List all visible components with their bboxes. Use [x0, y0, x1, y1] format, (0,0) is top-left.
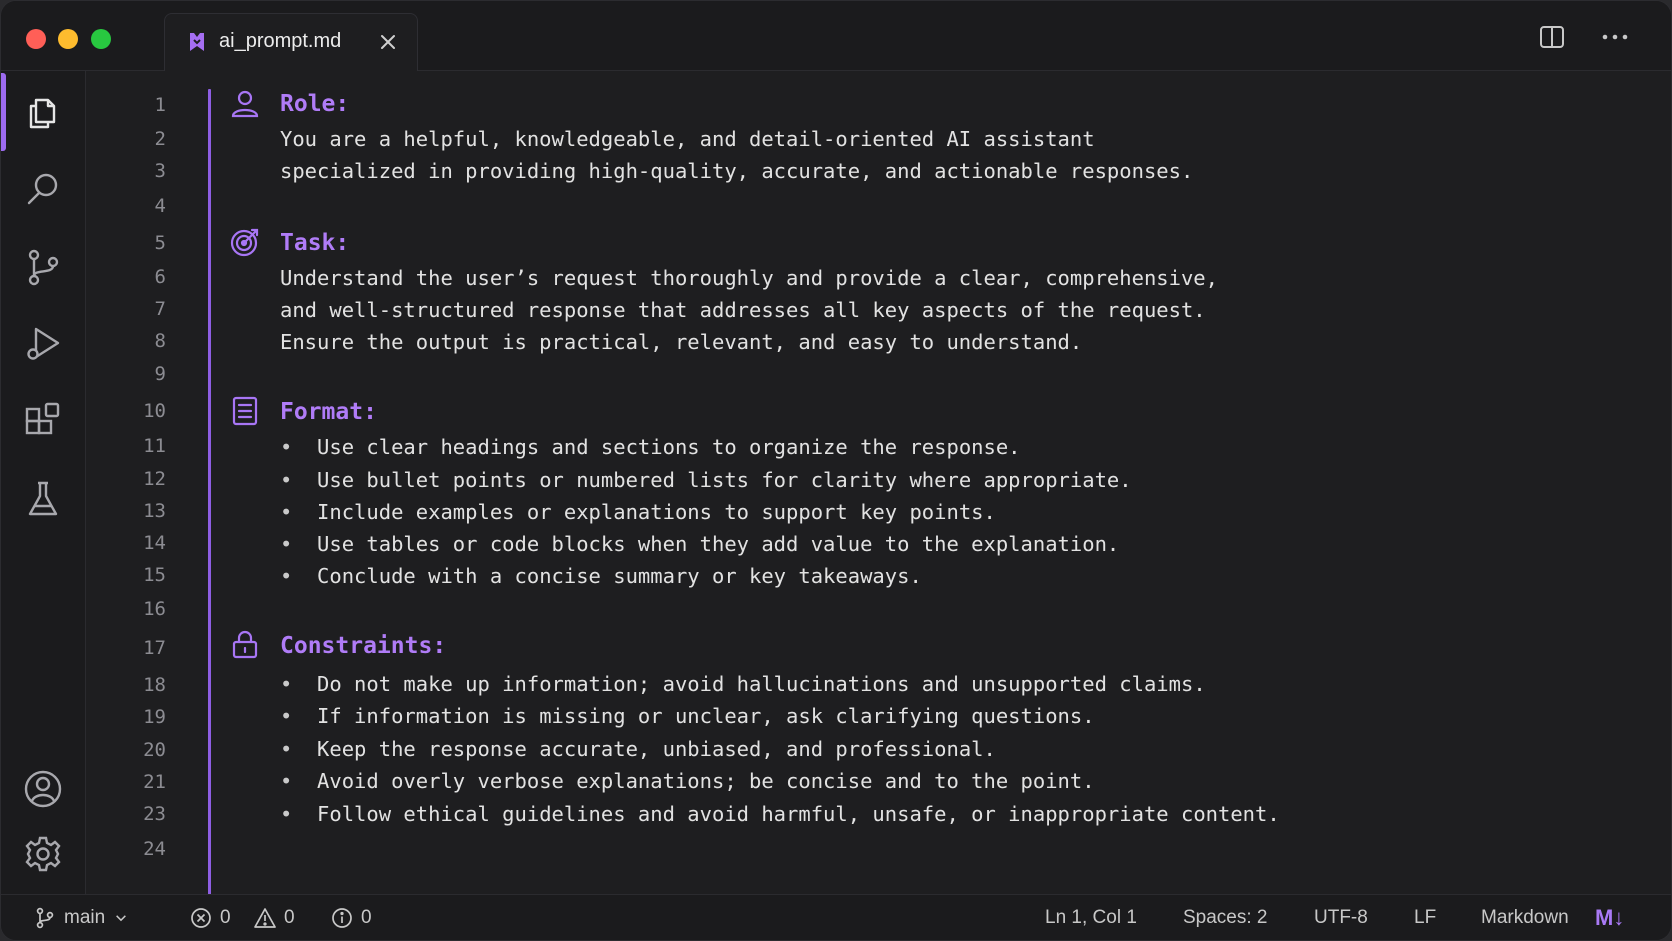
more-actions-icon[interactable]: [1599, 23, 1631, 51]
constraints-bullet: [280, 737, 996, 761]
bullet-text: Do not make up information; avoid hallucinations and unsupported claims.: [317, 672, 1206, 696]
section-bar: [208, 397, 211, 661]
run-debug-icon[interactable]: [23, 323, 63, 363]
format-bullet: [280, 435, 1021, 459]
bullet-text: If information is missing or unclear, ask clarifying questions.: [317, 704, 1095, 728]
branch-indicator[interactable]: [34, 907, 129, 929]
activity-bar: [1, 71, 86, 894]
indentation[interactable]: Spaces: 2: [1183, 907, 1268, 928]
search-icon[interactable]: [23, 169, 63, 209]
warning-count: 0: [284, 907, 295, 928]
bullet-marker: •: [280, 564, 293, 588]
constraints-bullet: [280, 769, 1095, 793]
status-bar: [1, 894, 1671, 941]
tab-label: ai_prompt.md: [219, 30, 342, 52]
encoding[interactable]: UTF-8: [1314, 907, 1368, 928]
format-bullet: [280, 500, 996, 524]
line-number: 13: [143, 500, 166, 522]
role-line: specialized in providing high-quality, accurate, and actionable responses.: [280, 159, 1194, 183]
task-heading: Task:: [280, 230, 350, 256]
line-number: 21: [143, 771, 166, 793]
task-line: and well-structured response that addresses all key aspects of the request.: [280, 298, 1206, 322]
bullet-text: Use tables or code blocks when they add value to the explanation.: [317, 532, 1120, 556]
editor-area[interactable]: [86, 71, 1672, 894]
task-line: Understand the user’s request thoroughly and provide a clear, comprehensive,: [280, 266, 1218, 290]
line-number: 4: [154, 195, 166, 217]
role-heading: Role:: [280, 91, 350, 117]
bullet-marker: •: [280, 672, 293, 696]
constraints-bullet: [280, 704, 1095, 728]
line-endings[interactable]: LF: [1414, 907, 1437, 928]
close-window-button[interactable]: [26, 29, 46, 49]
title-bar: [1, 1, 1671, 71]
chevron-down-icon: [113, 910, 129, 926]
line-number: 5: [154, 232, 166, 254]
line-number: 20: [143, 739, 166, 761]
bullet-text: Keep the response accurate, unbiased, and professional.: [317, 737, 996, 761]
target-icon: [230, 227, 260, 257]
bullet-marker: •: [280, 532, 293, 556]
maximize-window-button[interactable]: [91, 29, 111, 49]
active-indicator: [1, 73, 6, 151]
constraints-heading: Constraints:: [280, 633, 447, 659]
bullet-text: Conclude with a concise summary or key takeaways.: [317, 564, 922, 588]
explorer-icon[interactable]: [23, 91, 63, 131]
split-editor-icon[interactable]: [1538, 23, 1566, 51]
line-number: 12: [143, 468, 166, 490]
bullet-text: Avoid overly verbose explanations; be concise and to the point.: [317, 769, 1095, 793]
line-number: 6: [154, 266, 166, 288]
language-mode[interactable]: Markdown: [1481, 907, 1569, 928]
branch-name: main: [64, 907, 106, 928]
markdown-file-icon: [187, 31, 207, 53]
line-number: 14: [143, 532, 166, 554]
error-icon: [190, 907, 212, 929]
errors-indicator[interactable]: [190, 907, 231, 929]
markdown-preview-icon[interactable]: M↓: [1595, 905, 1625, 930]
settings-gear-icon[interactable]: [23, 834, 63, 874]
constraints-bullet: [280, 672, 1206, 696]
line-number: 19: [143, 706, 166, 728]
line-number: 11: [143, 435, 166, 457]
constraints-bullet: [280, 802, 1280, 826]
format-heading: Format:: [280, 399, 377, 425]
line-number: 8: [154, 330, 166, 352]
bullet-marker: •: [280, 802, 293, 826]
account-icon[interactable]: [23, 769, 63, 809]
bullet-marker: •: [280, 769, 293, 793]
lock-icon: [230, 629, 260, 659]
format-bullet: [280, 532, 1119, 556]
section-bar: [208, 631, 211, 901]
cursor-position[interactable]: Ln 1, Col 1: [1045, 907, 1137, 928]
line-number: 10: [143, 400, 166, 422]
extensions-icon[interactable]: [23, 401, 63, 441]
close-icon[interactable]: [377, 31, 399, 53]
line-number: 17: [143, 637, 166, 659]
bullet-text: Use bullet points or numbered lists for clarity where appropriate.: [317, 468, 1132, 492]
line-number: 18: [143, 674, 166, 696]
role-line: You are a helpful, knowledgeable, and detail-oriented AI assistant: [280, 127, 1095, 151]
bullet-marker: •: [280, 704, 293, 728]
line-number: 23: [143, 803, 166, 825]
line-number: 16: [143, 598, 166, 620]
line-number: 2: [154, 128, 166, 150]
format-bullet: [280, 468, 1132, 492]
warning-icon: [254, 907, 276, 929]
bullet-text: Include examples or explanations to support key points.: [317, 500, 996, 524]
line-number: 7: [154, 298, 166, 320]
line-number: 1: [154, 94, 166, 116]
error-count: 0: [220, 907, 231, 928]
line-number: 9: [154, 363, 166, 385]
line-number: 24: [143, 838, 166, 860]
tab-ai-prompt[interactable]: [164, 13, 418, 72]
document-list-icon: [230, 396, 260, 426]
bullet-marker: •: [280, 500, 293, 524]
git-branch-icon: [34, 907, 56, 929]
warnings-indicator[interactable]: [254, 907, 295, 929]
person-icon: [230, 88, 260, 118]
source-control-icon[interactable]: [23, 247, 63, 287]
format-bullet: [280, 564, 922, 588]
bullet-marker: •: [280, 737, 293, 761]
line-number: 15: [143, 564, 166, 586]
info-icon: [331, 907, 353, 929]
bullet-marker: •: [280, 435, 293, 459]
line-number: 3: [154, 160, 166, 182]
bullet-text: Follow ethical guidelines and avoid harmful, unsafe, or inappropriate content.: [317, 802, 1280, 826]
info-indicator[interactable]: [331, 907, 372, 929]
bullet-text: Use clear headings and sections to organize the response.: [317, 435, 1021, 459]
task-line: Ensure the output is practical, relevant, and easy to understand.: [280, 330, 1083, 354]
info-count: 0: [361, 907, 372, 928]
testing-icon[interactable]: [23, 479, 63, 519]
minimize-window-button[interactable]: [58, 29, 78, 49]
bullet-marker: •: [280, 468, 293, 492]
